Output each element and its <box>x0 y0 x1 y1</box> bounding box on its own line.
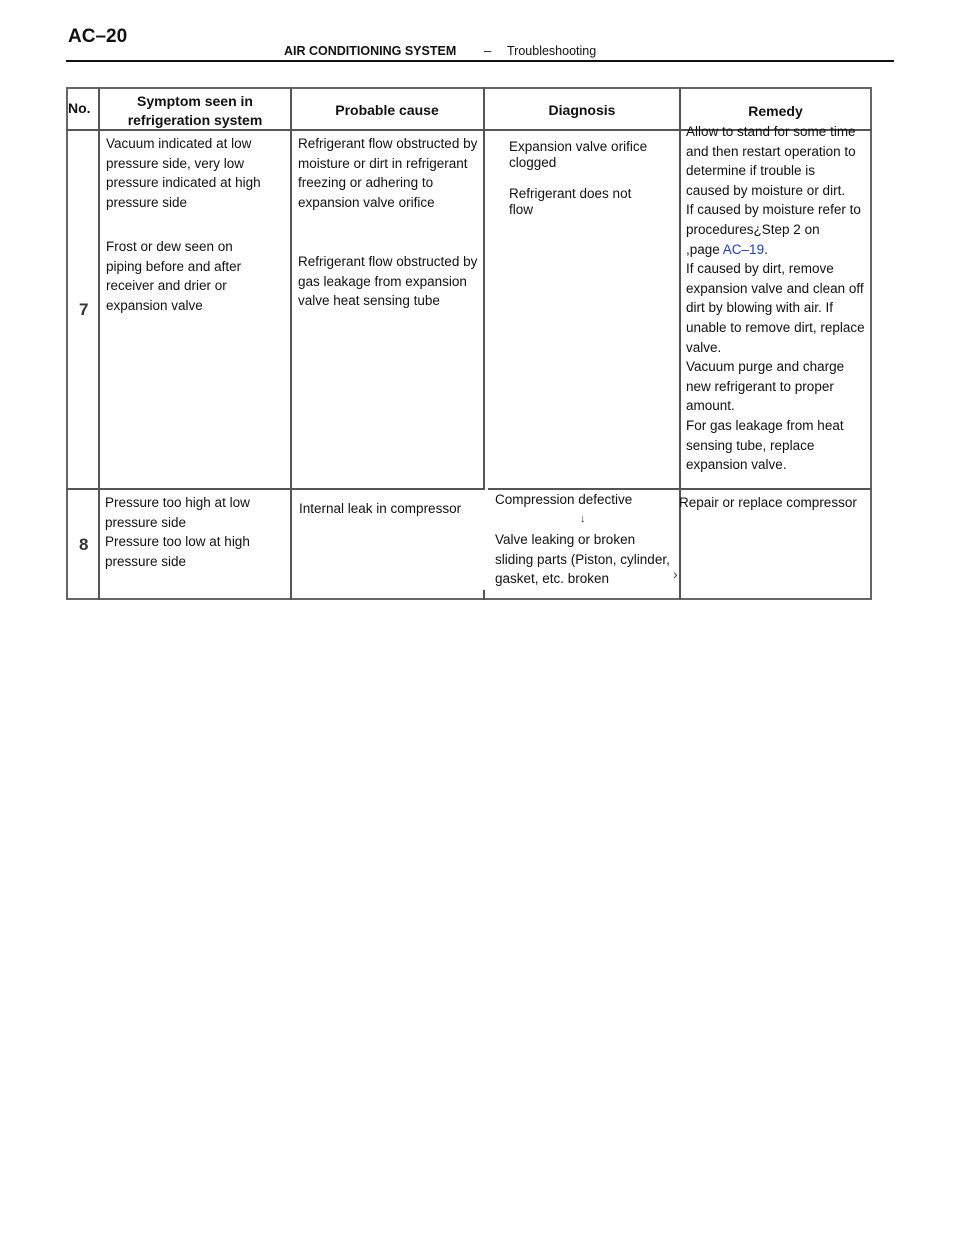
cell-line: moisture or dirt in refrigerant <box>298 155 468 171</box>
header-symptom-line: Symptom seen in <box>137 93 253 109</box>
header-remedy: Remedy <box>748 103 803 119</box>
header-cause: Probable cause <box>335 102 439 118</box>
cell-line: pressure side <box>105 514 187 530</box>
row-divider <box>66 488 484 490</box>
cell-line: gasket, etc. broken <box>495 571 610 587</box>
cell-line: Pressure too low at high <box>105 534 250 550</box>
cell-line: receiver and drier or <box>106 278 227 294</box>
diagnosis-cell <box>509 186 631 218</box>
header-no: No. <box>68 100 91 116</box>
cause-cell <box>298 252 477 311</box>
symptom-cell <box>106 237 241 315</box>
symptom-cell <box>106 134 261 212</box>
bracket-mark-icon: › <box>673 566 678 582</box>
cell-line: Vacuum indicated at low <box>106 136 252 151</box>
cell-line: expansion valve and clean off <box>686 280 864 296</box>
cell-line: pressure side, very low <box>106 155 245 171</box>
cell-line: Internal leak in compressor <box>299 501 462 516</box>
remedy-cell <box>679 493 857 513</box>
row-number: 7 <box>79 300 89 319</box>
cell-line: piping before and after <box>106 258 242 274</box>
header-symptom <box>100 92 290 130</box>
header-symptom-line: refrigeration system <box>127 112 263 128</box>
cell-line: new refrigerant to proper <box>686 378 834 394</box>
column-divider <box>98 87 100 600</box>
cell-line: sliding parts (Piston, cylinder, <box>495 551 670 567</box>
cell-line: valve heat sensing tube <box>298 293 440 309</box>
diagnosis-cell <box>495 530 670 589</box>
column-divider <box>483 87 485 490</box>
cell-line: If caused by dirt, remove <box>686 261 834 277</box>
cell-line: Expansion valve orifice <box>509 139 648 154</box>
cell-line: and then restart operation to <box>686 143 856 159</box>
cell-line: pressure side <box>105 553 187 569</box>
cell-line: Valve leaking or broken <box>495 532 636 547</box>
cell-line: Refrigerant flow obstructed by <box>298 254 478 269</box>
cell-line: sensing tube, replace <box>686 437 815 453</box>
cell-line: unable to remove dirt, replace <box>686 319 865 335</box>
header-diagnosis: Diagnosis <box>548 102 616 118</box>
header-rule <box>66 60 894 62</box>
cell-line: Repair or replace compressor <box>679 495 857 510</box>
cell-line: Vacuum purge and charge <box>686 359 845 375</box>
row-number: 8 <box>79 535 89 554</box>
page-reference-link[interactable]: AC–19 <box>722 241 765 257</box>
cell-line: expansion valve orifice <box>298 194 435 210</box>
diagnosis-cell <box>495 490 632 510</box>
column-divider <box>483 590 485 600</box>
cell-line: For gas leakage from heat <box>686 417 844 433</box>
cell-line: Refrigerant does not <box>509 186 632 201</box>
cell-line: dirt by blowing with air. If <box>686 300 834 316</box>
cell-line: amount. <box>686 398 735 414</box>
cell-line: caused by moisture or dirt. <box>686 182 846 198</box>
cause-cell <box>299 499 461 519</box>
cell-line: valve. <box>686 339 722 355</box>
column-divider <box>290 87 292 600</box>
page-number: AC–20 <box>68 26 128 47</box>
cell-line: Refrigerant flow obstructed by <box>298 136 478 151</box>
cell-line: Compression defective <box>495 492 633 507</box>
cell-line: flow <box>509 202 534 217</box>
column-divider <box>679 87 681 600</box>
section-title: AIR CONDITIONING SYSTEM <box>284 44 457 58</box>
symptom-cell <box>105 493 250 571</box>
cell-line: freezing or adhering to <box>298 175 434 191</box>
cell-line: Allow to stand for some time <box>686 124 856 139</box>
cell-line: Frost or dew seen on <box>106 239 233 254</box>
remedy-cell <box>686 122 865 475</box>
arrow-down-icon: ↓ <box>580 513 586 525</box>
subsection-title: Troubleshooting <box>507 44 597 58</box>
header-separator: – <box>484 43 492 58</box>
cell-line: If caused by moisture refer to <box>686 202 861 218</box>
cell-line: procedures¿Step 2 on <box>686 221 820 237</box>
link-suffix: . <box>764 241 768 257</box>
link-prefix: ,page <box>686 241 723 257</box>
cause-cell <box>298 134 477 212</box>
cell-line: clogged <box>509 155 557 170</box>
cell-line: pressure side <box>106 194 188 210</box>
diagnosis-cell <box>509 139 647 171</box>
cell-line: pressure indicated at high <box>106 175 261 191</box>
cell-line: gas leakage from expansion <box>298 273 467 289</box>
cell-line: expansion valve. <box>686 457 787 473</box>
cell-line: determine if trouble is <box>686 163 816 179</box>
cell-line <box>686 240 865 260</box>
cell-line: expansion valve <box>106 297 203 313</box>
cell-line: Pressure too high at low <box>105 495 250 510</box>
